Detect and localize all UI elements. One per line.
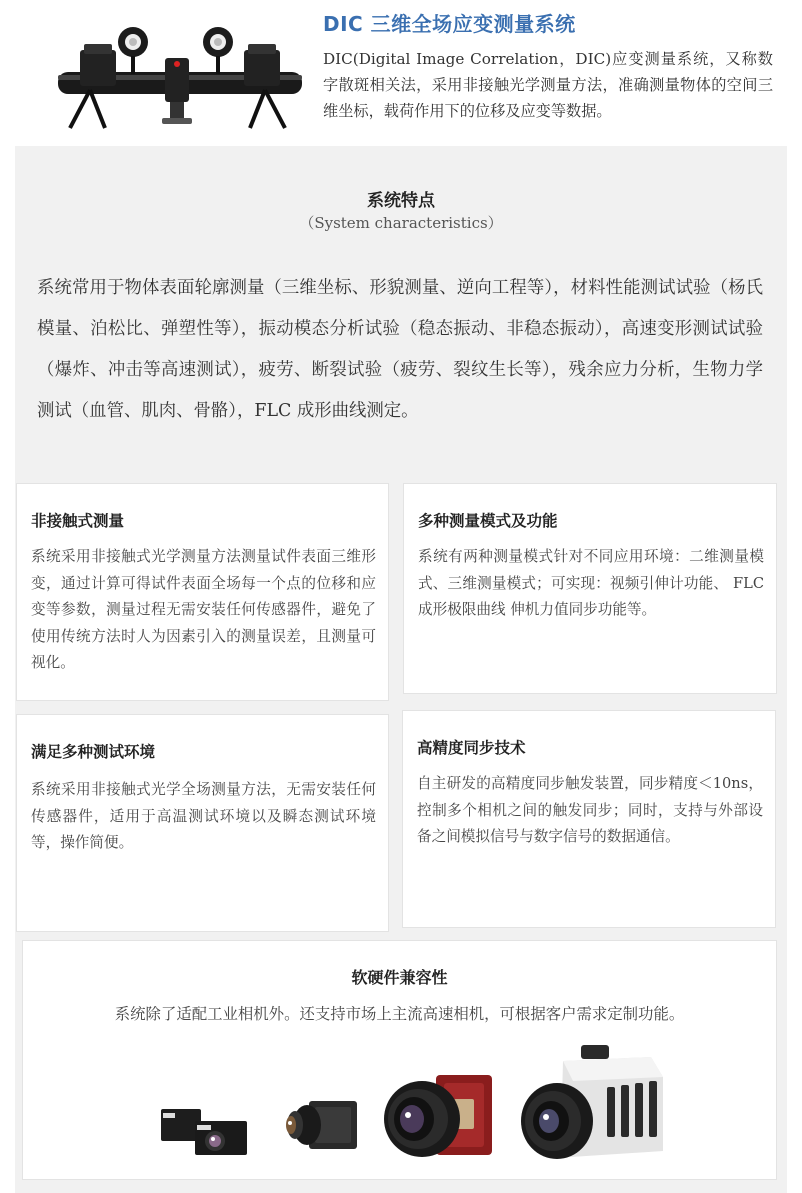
- section-title: 系统特点: [367, 191, 435, 211]
- red-highspeed-camera-icon: [378, 1069, 498, 1165]
- feature-card-noncontact: [16, 483, 389, 701]
- intro-paragraph: DIC(Digital Image Correlation，DIC)应变测量系统，又称数字散斑相关法，采用非接触光学测量方法，准确测量物体的空间三维坐标，载荷作用下的位移及应变等数据。: [323, 50, 773, 120]
- feature-card-text: 系统采用非接触式光学测量方法测量试件表面三维形变，通过计算可得试件表面全场每一个点的位移和应变等参数，测量过程无需安装任何传感器件，避免了使用传统方法时人为因素引入的测量误差，且测量可视化。: [31, 548, 376, 671]
- feature-card-title: 高精度同步技术: [417, 739, 526, 757]
- feature-card-title: 满足多种测试环境: [31, 743, 156, 761]
- feature-card-environments: [16, 714, 389, 932]
- compatibility-text: 系统除了适配工业相机外。还支持市场上主流高速相机，可根据客户需求定制功能。: [114, 1005, 685, 1023]
- feature-card-text: 系统采用非接触式光学全场测量方法，无需安装任何传感器件，适用于高温测试环境以及瞬态测试环境等，操作简便。: [31, 781, 376, 851]
- feature-card-sync: [402, 710, 776, 928]
- feature-card-text: 自主研发的高精度同步触发装置，同步精度＜10ns，控制多个相机之间的触发同步；同时，支持与外部设备之间模拟信号与数字信号的数据通信。: [417, 775, 763, 845]
- section-subtitle: （System characteristics）: [299, 214, 503, 232]
- feature-card-text: 系统有两种测量模式针对不同应用环境：二维测量模式、三维测量模式；可实现：视频引伸计功能、 FLC 成形极限曲线 伸机力值同步功能等。: [418, 548, 764, 618]
- white-highspeed-camera-icon: [511, 1041, 671, 1171]
- section-body: 系统常用于物体表面轮廓测量（三维坐标、形貌测量、逆向工程等），材料性能测试试验（杨氏模量、泊松比、弹塑性等），振动模态分析试验（稳态振动、非稳态振动），高速变形测试试验（爆炸、冲击等高速测试），疲劳、断裂试验（疲劳、裂纹生长等），残余应力分析，生物力学测试（血管、肌肉、骨骼），FLC 成形曲线测定。: [37, 278, 763, 421]
- industrial-camera-icon: [157, 1101, 257, 1161]
- dic-camera-rig-icon: [50, 20, 310, 135]
- compatibility-card: [22, 940, 777, 1180]
- compact-camera-icon: [281, 1089, 363, 1161]
- feature-card-title: 非接触式测量: [31, 512, 125, 530]
- compatibility-title: 软硬件兼容性: [351, 968, 448, 987]
- page-title: DIC 三维全场应变测量系统: [323, 12, 576, 36]
- feature-card-modes: [403, 483, 777, 694]
- feature-card-title: 多种测量模式及功能: [418, 512, 558, 530]
